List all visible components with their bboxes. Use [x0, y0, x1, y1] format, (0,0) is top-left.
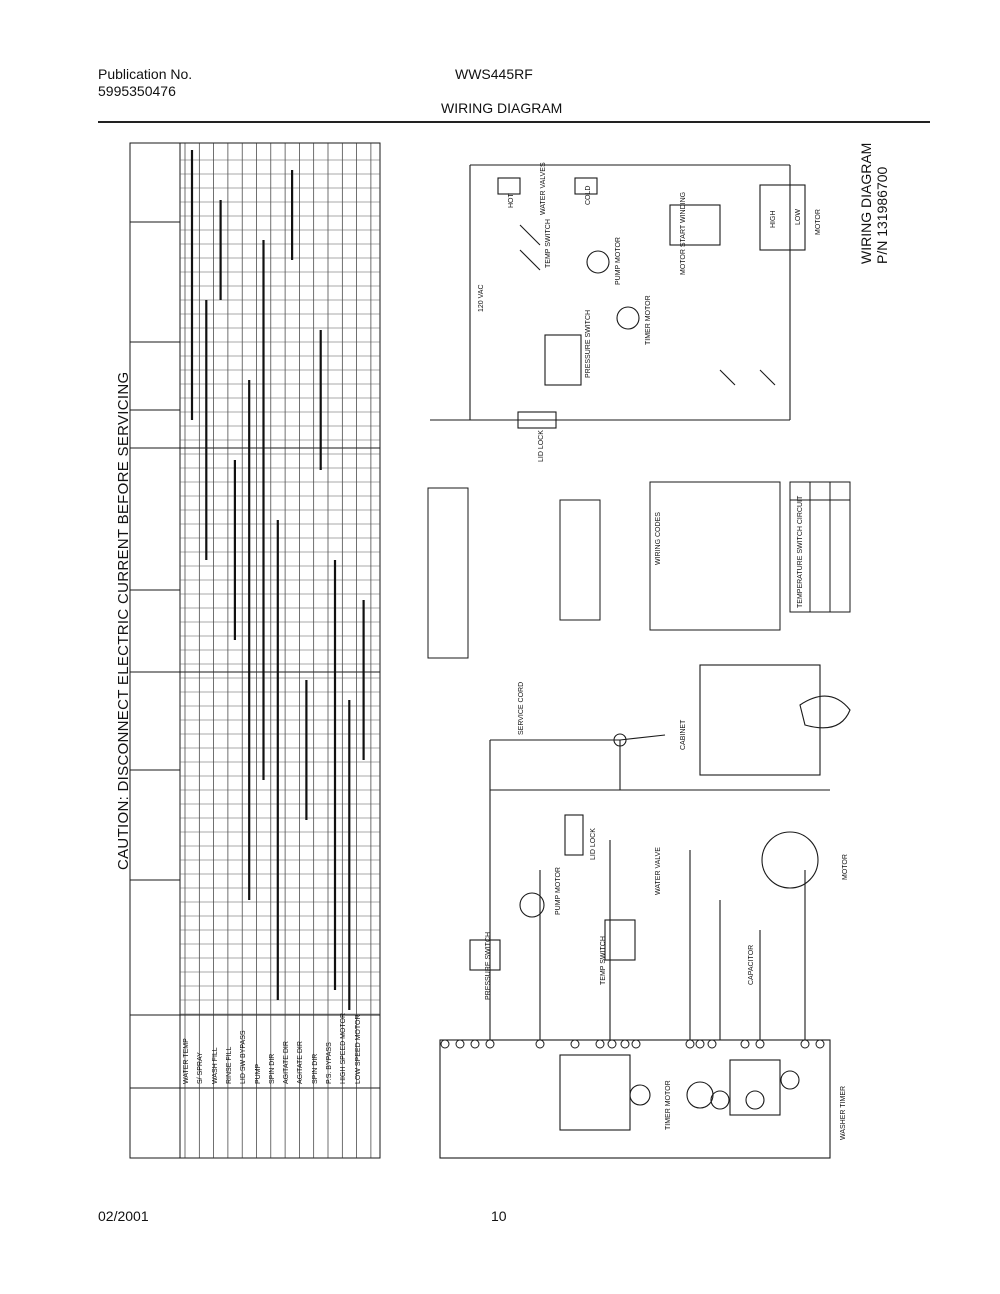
timer-terminal	[596, 1040, 604, 1048]
label-washer-timer: WASHER TIMER	[840, 1085, 847, 1140]
wiring-codes-title: WIRING CODES	[655, 512, 662, 565]
circuit-label: P.S. BYPASS	[326, 1042, 333, 1084]
circuit-label: AGITATE DIR	[297, 1041, 305, 1084]
circuit-label: HIGH SPEED MOTOR	[340, 1012, 348, 1084]
label-temp-switch-lower: TEMP SWITCH	[600, 936, 607, 985]
timer-terminal	[571, 1040, 579, 1048]
label-cold: COLD	[585, 185, 592, 205]
label-capacitor: CAPACITOR	[748, 944, 755, 985]
caution-notice: CAUTION: DISCONNECT ELECTRIC CURRENT BEFORE SERVICING	[115, 371, 132, 870]
label-temp-switch: TEMP SWITCH	[545, 219, 552, 268]
wiring-codes-box	[650, 482, 780, 630]
part-number: P/N 131986700	[874, 166, 890, 264]
label-timer-motor-lower: TIMER MOTOR	[665, 1080, 672, 1130]
timer-terminal	[536, 1040, 544, 1048]
circuit-label: LID SW BYPASS	[240, 1030, 248, 1084]
publication-number: 5995350476	[98, 83, 176, 99]
washer-timer-box	[440, 1040, 830, 1158]
page-title: WIRING DIAGRAM	[441, 100, 563, 116]
label-lid-lock: LID LOCK	[538, 430, 545, 462]
label-motor-start: MOTOR START WINDING	[680, 191, 687, 275]
footer-date: 02/2001	[98, 1208, 149, 1224]
timer-terminal	[456, 1040, 464, 1048]
upper-schematic	[430, 165, 805, 428]
circuit-label: WASH FILL	[211, 1047, 219, 1084]
label-water-valve: WATER VALVE	[655, 847, 662, 895]
label-120vac: 120 VAC	[478, 284, 485, 312]
timer-terminal	[471, 1040, 479, 1048]
timer-terminal	[441, 1040, 449, 1048]
circuit-label: AGITATE DIR	[283, 1041, 291, 1084]
timer-terminal	[696, 1040, 704, 1048]
label-low: LOW	[795, 209, 802, 225]
timer-terminal	[608, 1040, 616, 1048]
label-lid-lock-lower: LID LOCK	[590, 828, 597, 860]
diagram-title-text: WIRING DIAGRAM	[858, 142, 874, 264]
label-pump-motor: PUMP MOTOR	[615, 237, 622, 285]
label-motor: MOTOR	[815, 209, 822, 235]
publication-label: Publication No.	[98, 66, 193, 82]
label-timer-motor: TIMER MOTOR	[645, 295, 652, 345]
diagram-title	[858, 143, 890, 264]
timer-terminal	[816, 1040, 824, 1048]
timer-plug-view	[560, 500, 600, 620]
label-high: HIGH	[770, 210, 777, 228]
model-number: WWS445RF	[455, 66, 533, 82]
circuit-label: WATER TEMP	[183, 1038, 190, 1084]
timer-terminal	[756, 1040, 764, 1048]
lower-schematic	[440, 665, 850, 1158]
label-cabinet: CABINET	[680, 719, 687, 750]
label-pressure-switch-lower: PRESSURE SWITCH	[485, 931, 492, 1000]
timer-terminal	[686, 1040, 694, 1048]
circuit-label: SPIN DIR	[268, 1053, 276, 1084]
timer-terminal	[486, 1040, 494, 1048]
motor-symbol	[762, 832, 818, 888]
timer-terminal	[621, 1040, 629, 1048]
temp-table-title: TEMPERATURE SWITCH CIRCUIT	[797, 495, 804, 608]
circuit-label: LOW SPEED MOTOR	[354, 1014, 362, 1084]
label-hot: HOT	[508, 193, 515, 208]
circuit-label: S/ SPRAY	[197, 1052, 205, 1084]
label-service-cord: SERVICE CORD	[518, 681, 525, 735]
service-cord-box	[700, 665, 820, 775]
timer-terminal	[632, 1040, 640, 1048]
circuit-label: PUMP	[254, 1063, 262, 1084]
timer-terminal	[801, 1040, 809, 1048]
timer-terminal	[741, 1040, 749, 1048]
label-motor-lower: MOTOR	[842, 854, 849, 880]
circuit-label: SPIN DIR	[311, 1053, 319, 1084]
label-pump-motor-lower: PUMP MOTOR	[555, 867, 562, 915]
circuit-label: RINSE FILL	[225, 1046, 233, 1084]
timer-terminal	[708, 1040, 716, 1048]
page-number: 10	[491, 1208, 507, 1224]
label-water-valves: WATER VALVES	[540, 162, 547, 215]
label-pressure-switch: PRESSURE SWITCH	[585, 309, 592, 378]
